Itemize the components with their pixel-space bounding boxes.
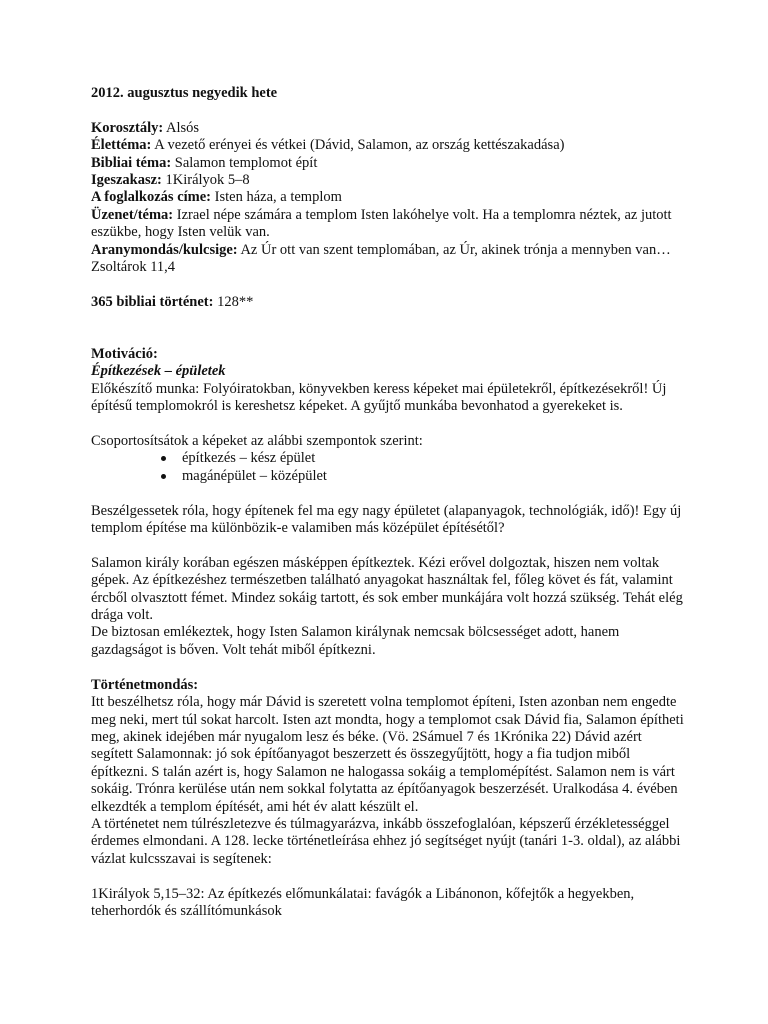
meta-value: Salamon templomot épít (171, 154, 318, 171)
stories-reference (91, 294, 687, 311)
paragraph-story-2: A történetet nem túlrészletezve és túlmagyarázva, inkább összefoglalóan, képszerű érzékletességgel érdemes elmondani. A 128. lecke történetleírása ehhez jó segítséget nyújt (tanári 1-3. oldal), az alábbi vázlat kulcsszavai is segítenek: (91, 815, 681, 867)
meta-value: Isten háza, a templom (211, 189, 342, 206)
bullet-item: építkezés – kész épület (159, 450, 687, 467)
meta-value: 1Királyok 5–8 (161, 172, 250, 189)
paragraph-preparation: Előkészítő munka: Folyóiratokban, könyvekben keress képeket mai épületekről, építkezésekről! Új építésű templomokról is kereshetsz képeket. A gyűjtő munkába bevonhatod a gyerekeket is. (91, 380, 667, 415)
meta-value: Alsós (163, 119, 200, 136)
paragraph-grouping: Csoportosítsátok a képeket az alábbi szempontok szerint: (91, 433, 423, 450)
document-body (91, 85, 687, 920)
meta-message (91, 207, 687, 242)
meta-session-title (91, 189, 687, 206)
paragraph-wisdom: De biztosan emlékeztek, hogy Isten Salamon királynak nemcsak bölcsességet adott, hanem gazdagságot is bőven. Volt tehát miből építkezni. (91, 624, 620, 658)
meta-golden-verse (91, 242, 687, 277)
paragraph-discussion: Beszélgessetek róla, hogy építenek fel ma egy nagy épületet (alapanyagok, technológiák, idő)! Egy új templom építése ma különbözik-e valamiben más középület építésétől? (91, 502, 682, 537)
bullet-item: magánépület – középület (159, 468, 687, 485)
section-heading-motivation: Motiváció: (91, 346, 158, 363)
meta-label: Korosztály: (91, 119, 164, 136)
meta-label: Igeszakasz: (91, 172, 162, 189)
meta-label: Üzenet/téma: (91, 206, 174, 223)
lesson-meta (91, 120, 687, 277)
meta-value: A vezető erényei és vétkei (Dávid, Salamon, az ország kettészakadása) (151, 137, 565, 154)
meta-age-group (91, 120, 687, 137)
bullet-list (91, 450, 687, 485)
paragraph-story-1: Itt beszélhetsz róla, hogy már Dávid is szeretett volna templomot építeni, Isten azonban nem engedte meg neki, mert túl sokat harcolt. Isten azt mondta, hogy a templomot csak Dávid fia, Salamon építheti meg, akinek idejében már nyugalom lesz és béke. (Vö. 2Sámuel 7 és 1Krónika 22) Dávid azért segített Salamonnak: jó sok építőanyagot beszerzett és összegyűjtött, hogy a fia tudjon miből építkezni. S talán azért is, hogy Salamon ne halogassa sokáig a templomépítést. Salamon nem is várt sokáig. Trónra kerülése után nem sokkal folytatta az építőanyagok beszerzését. Uralkodása 4. évében elkezdték a templom építését, ami hét év alatt készült el. (91, 694, 684, 815)
meta-label: A foglalkozás címe: (91, 189, 212, 206)
paragraph-story-3: 1Királyok 5,15–32: Az építkezés előmunkálatai: favágók a Libánonon, kőfejtők a hegyekben, teherhordók és szállítómunkások (91, 885, 635, 919)
meta-passage (91, 172, 687, 189)
stories-label: 365 bibliai történet: (91, 293, 214, 310)
meta-label: Élettéma: (91, 137, 152, 154)
stories-value: 128** (213, 293, 254, 310)
section-heading-storytelling: Történetmondás: (91, 676, 199, 693)
meta-value: Az Úr ott van szent templomában, az Úr, akinek trónja a mennyben van… Zsoltárok 11,4 (91, 241, 671, 276)
meta-label: Aranymondás/kulcsige: (91, 241, 238, 258)
document-title: 2012. augusztus negyedik hete (91, 85, 278, 101)
meta-life-theme (91, 137, 687, 154)
section-subheading: Építkezések – épületek (91, 363, 226, 380)
meta-label: Bibliai téma: (91, 154, 172, 171)
meta-value: Izrael népe számára a templom Isten lakóhelye volt. Ha a templomra néztek, az jutott eszükbe, hogy Isten velük van. (91, 206, 672, 241)
meta-bible-theme (91, 155, 687, 172)
paragraph-solomon: Salamon király korában egészen másképpen építkeztek. Kézi erővel dolgoztak, hiszen nem voltak gépek. Az építkezéshez természetben található anyagokat használtak fel, főleg követ és fát, valamint ércből olvasztott fémet. Mindez sokáig tartott, és sok ember munkájára volt hozzá szükség. Tehát elég drága volt. (91, 554, 683, 624)
